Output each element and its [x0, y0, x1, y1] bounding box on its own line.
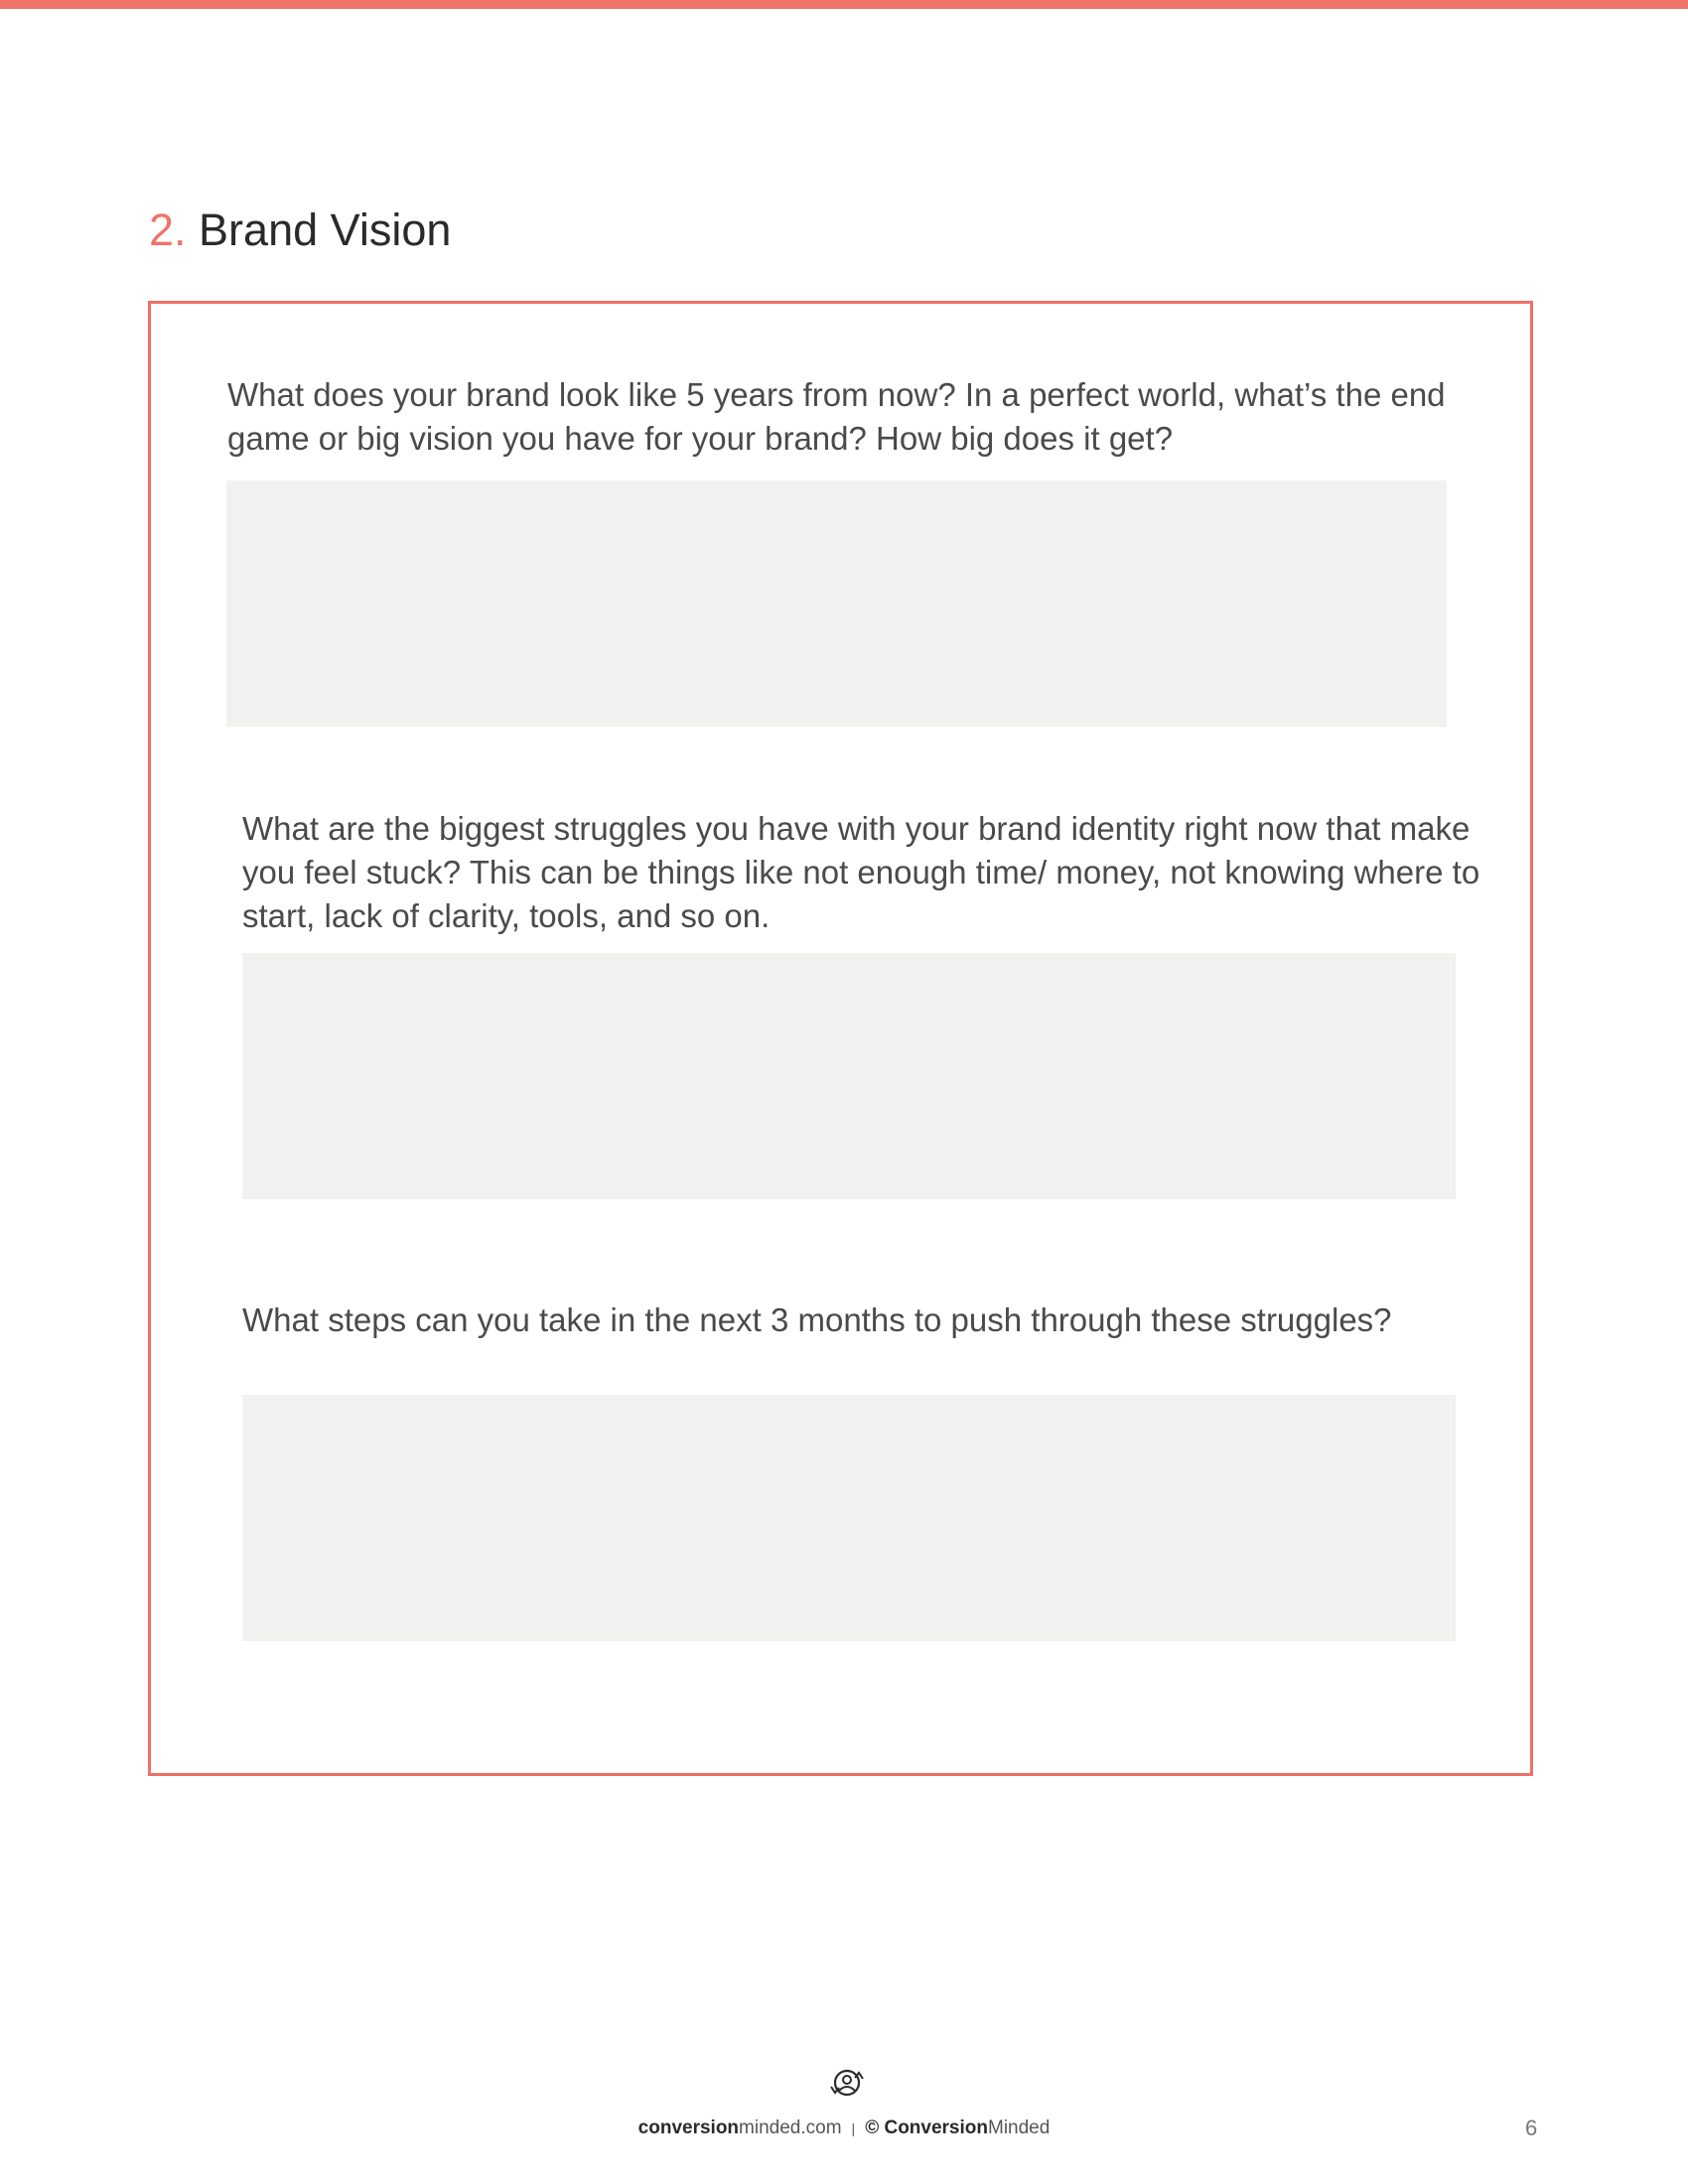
question-3-text: What steps can you take in the next 3 months to push through these struggles? — [242, 1301, 1392, 1338]
footer-copyright-symbol: © — [865, 2117, 880, 2138]
section-title — [149, 204, 451, 257]
page-number: 6 — [1525, 2116, 1538, 2140]
question-1-text: What does your brand look like 5 years from now? In a perfect world, what’s the end game or big vision you have for your brand? How big does it get? — [227, 376, 1446, 457]
conversion-minded-logo-icon — [827, 2067, 867, 2103]
section-name: Brand Vision — [199, 205, 452, 255]
footer-credit — [0, 2117, 1688, 2139]
footer-site-light: minded.com — [739, 2117, 842, 2138]
answer-field-1[interactable] — [226, 480, 1447, 727]
footer-site-bold: conversion — [637, 2117, 740, 2138]
top-accent-bar — [0, 0, 1688, 9]
footer-separator: | — [851, 2120, 856, 2136]
answer-field-2[interactable] — [242, 953, 1456, 1199]
footer-brand-light: Minded — [988, 2117, 1051, 2138]
footer-brand-bold: Conversion — [884, 2117, 988, 2138]
question-2-text: What are the biggest struggles you have with your brand identity right now that make you feel stuck? This can be things like not enough time/ money, not knowing where to start, lack of clarity, tools, and so on. — [242, 810, 1480, 934]
answer-field-3[interactable] — [242, 1395, 1456, 1641]
section-number: 2. — [149, 205, 187, 255]
